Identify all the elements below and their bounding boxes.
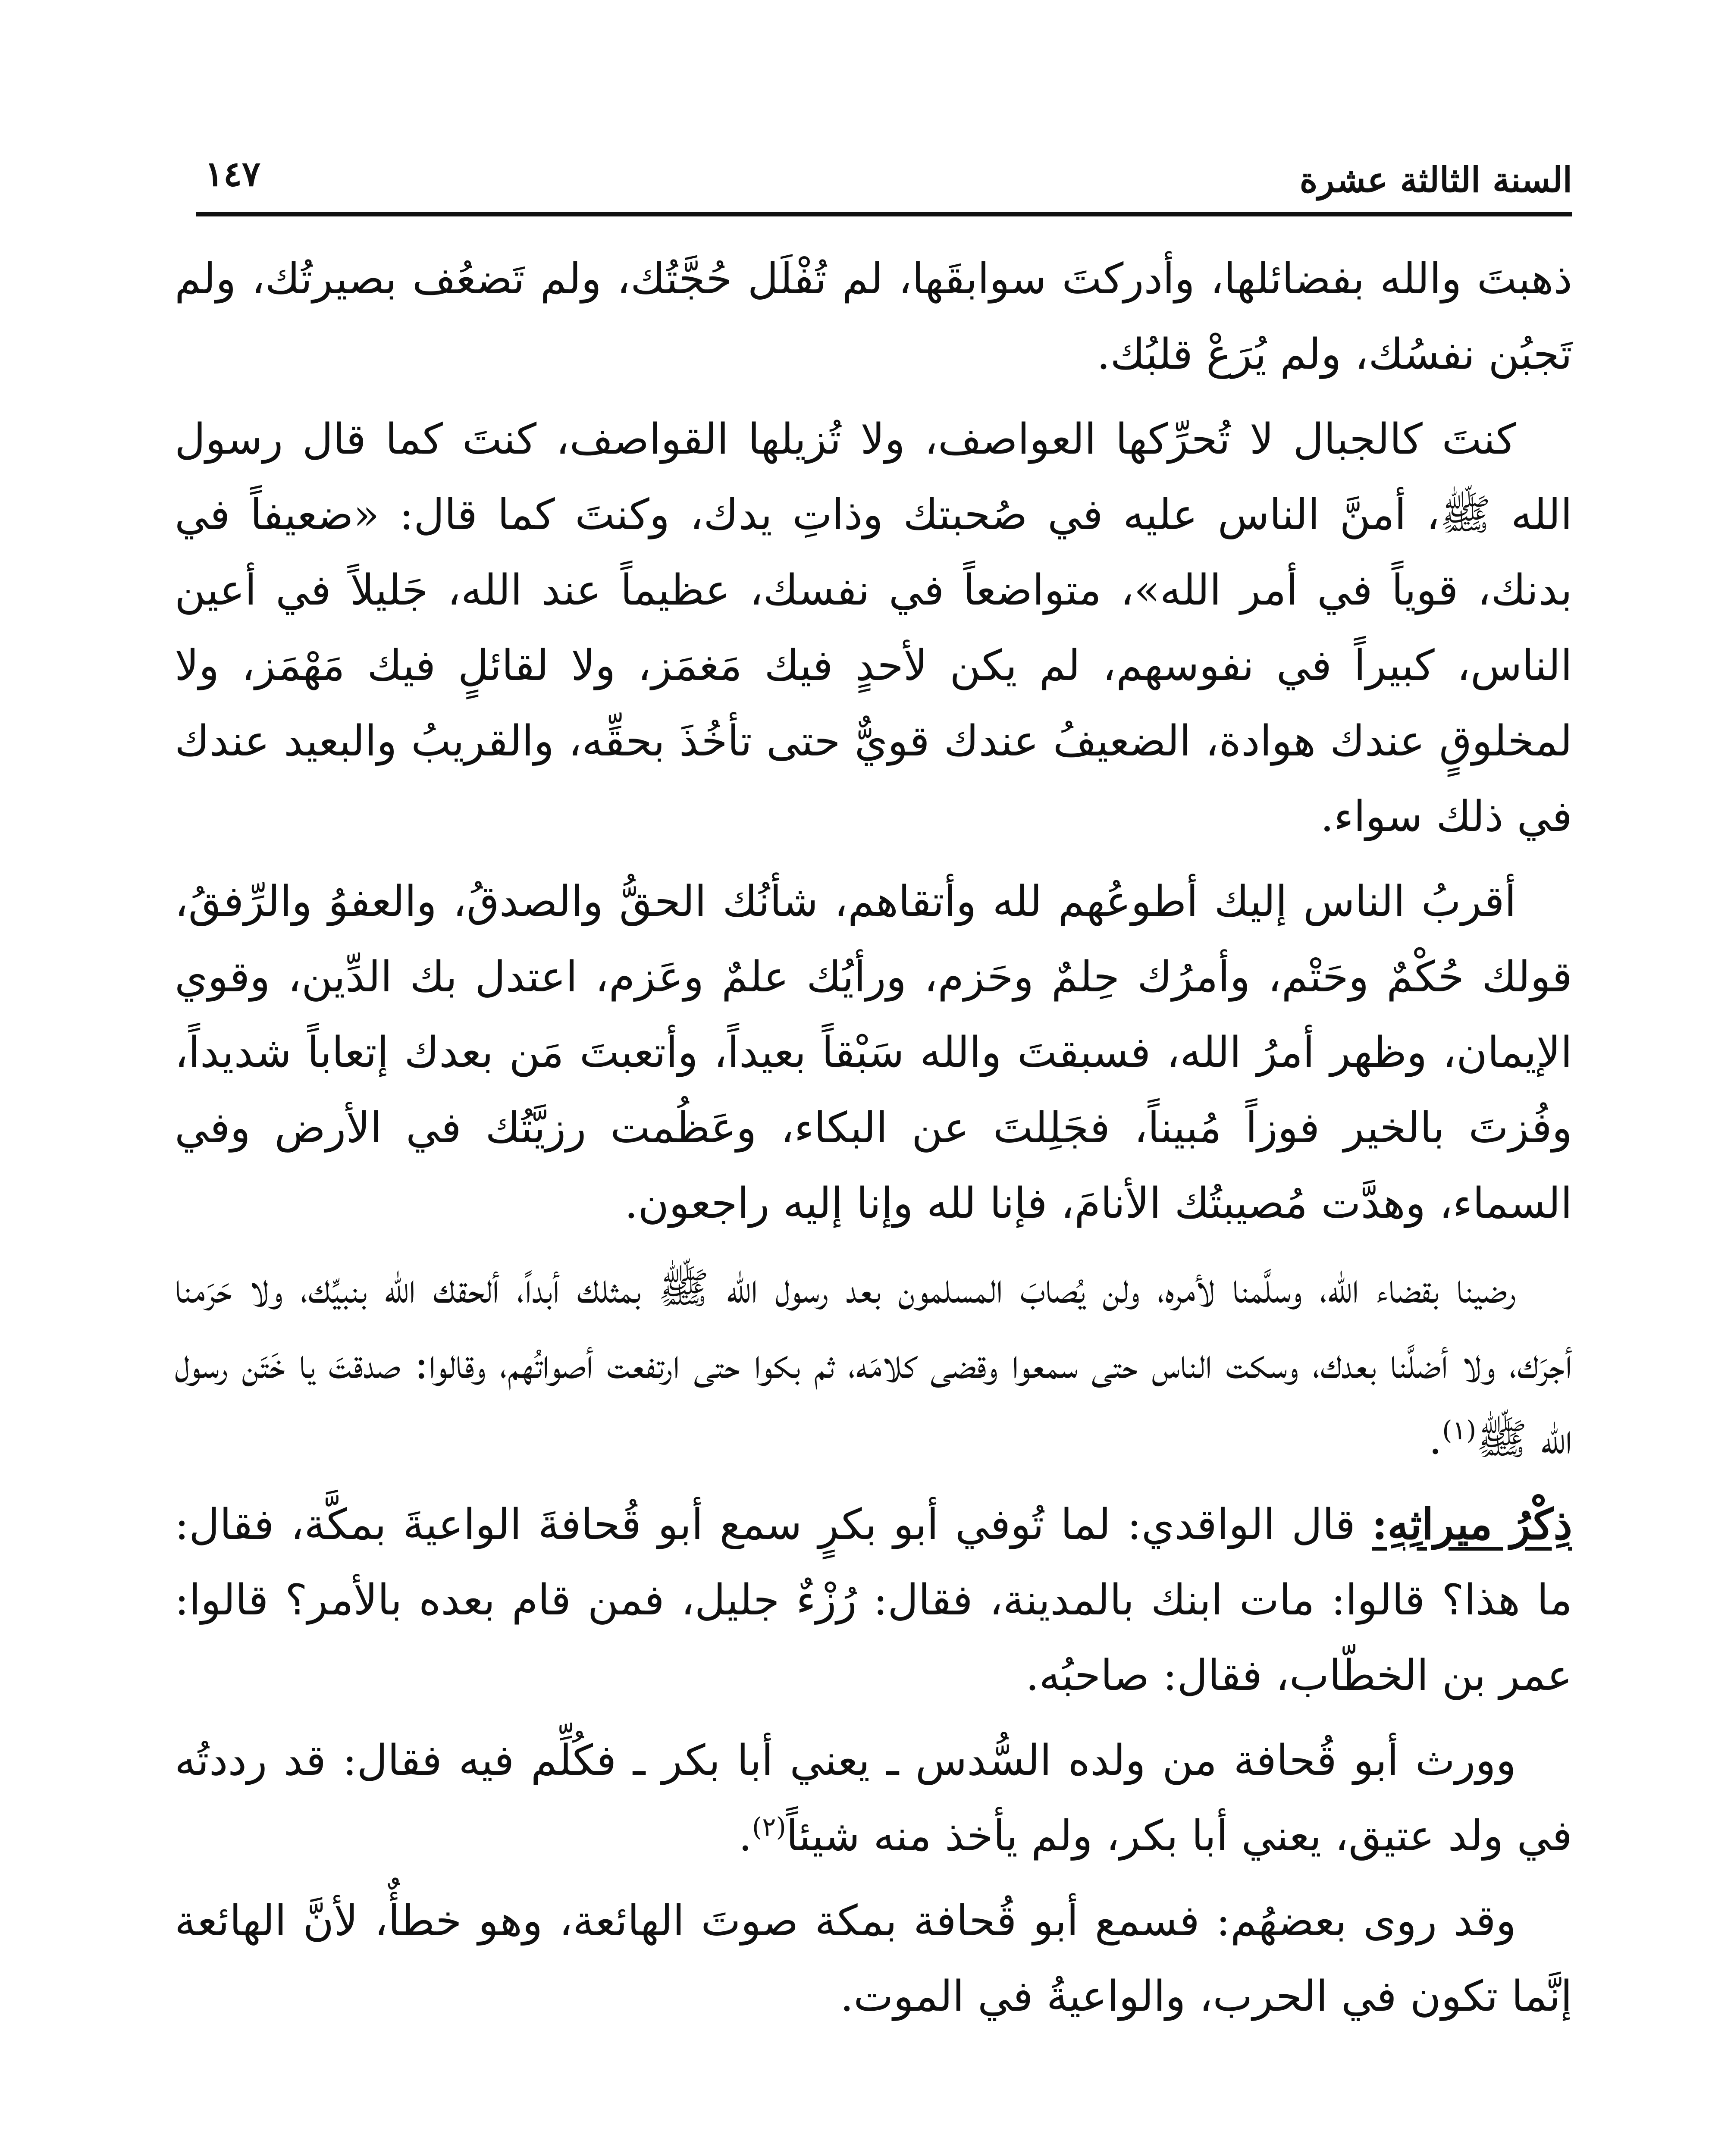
header-rule [196,212,1572,216]
paragraph-6-text: وورث أبو قُحافة من ولده السُّدس ـ يعني أبا بكر ـ فكُلِّم فيه فقال: قد رددتُه في ولد عتيق، يعني أبا بكر، ولم يأخذ منه شيئاً [175,1736,1572,1861]
paragraph-6 [175,1723,1572,1874]
paragraph-1: ذهبتَ والله بفضائلها، وأدركتَ سوابقَها، لم تُفْلَل حُجَّتُك، ولم تَضعُف بصيرتُك، ولم تَجبُن نفسُك، ولم يُرَعْ قلبُك. [175,254,1572,379]
paragraph-4 [175,1251,1572,1477]
body-text [175,241,1572,2034]
footnote-ref-1: (١) [1442,1415,1477,1446]
page-header [196,138,1572,211]
paragraph-4-end: . [1429,1415,1442,1464]
section-paragraph [175,1487,1572,1714]
page-number: ١٤٧ [205,154,260,194]
running-title: السنة الثالثة عشرة [1299,160,1572,200]
section-paragraph-text: قال الواقدي: لما تُوفي أبو بكرٍ سمع أبو قُحافةَ الواعيةَ بمكَّة، فقال: ما هذا؟ قالوا: مات ابنك بالمدينة، فقال: رُزْءٌ جليل، فمن قام بعده بالأمر؟ قالوا: عمر بن الخطّاب، فقال: صاحبُه. [175,1500,1572,1700]
paragraph-6-end: . [738,1811,752,1861]
paragraph-4-text: رضينا بقضاء الله، وسلَّمنا لأمره، ولن يُصابَ المسلمون بعد رسول الله ﷺ بمثلك أبداً، ألحقك الله بنبيِّك، ولا حَرَمنا أجرَك، ولا أضلَّنا بعدك، وسكت الناس حتى سمعوا وقضى كلامَه، ثم بكوا حتى ارتفعت أصواتُهم، وقالوا: صدقتَ يا خَتَن رسول الله ﷺ [175,1264,1572,1464]
footnote-ref-2: (٢) [752,1812,786,1843]
paragraph-7: وقد روى بعضهُم: فسمع أبو قُحافة بمكة صوتَ الهائعة، وهو خطأٌ، لأنَّ الهائعة إنَّما تكون في الحرب، والواعيةُ في الموت. [175,1896,1572,2021]
section-heading-inheritance: ذِكْرُ ميراثِهِ: [1372,1500,1572,1549]
paragraph-3: أقربُ الناس إليك أطوعُهم لله وأتقاهم، شأنُك الحقُّ والصدقُ، والعفوُ والرِّفقُ، قولك حُكْمٌ وحَتْم، وأمرُك حِلمٌ وحَزم، ورأيُك علمٌ وعَزم، اعتدل بك الدِّين، وقوي الإيمان، وظهر أمرُ الله، فسبقتَ والله سَبْقاً بعيداً، وأتعبتَ مَن بعدك إتعاباً شديداً، وفُزتَ بالخير فوزاً مُبيناً، فجَلِلتَ عن البكاء، وعَظُمت رزيَّتُك في الأرض وفي السماء، وهدَّت مُصيبتُك الأنامَ، فإنا لله وإنا إليه راجعون. [175,877,1572,1228]
paragraph-2: كنتَ كالجبال لا تُحرِّكها العواصف، ولا تُزيلها القواصف، كنتَ كما قال رسول الله ﷺ، أمنَّ الناس عليه في صُحبتك وذاتِ يدك، وكنتَ كما قال: «ضعيفاً في بدنك، قوياً في أمر الله»، متواضعاً في نفسك، عظيماً عند الله، جَليلاً في أعين الناس، كبيراً في نفوسهم، لم يكن لأحدٍ فيك مَغمَز، ولا لقائلٍ فيك مَهْمَز، ولا لمخلوقٍ عندك هوادة، الضعيفُ عندك قويٌّ حتى تأخُذَ بحقِّه، والقريبُ والبعيد عندك في ذلك سواء. [175,415,1572,841]
